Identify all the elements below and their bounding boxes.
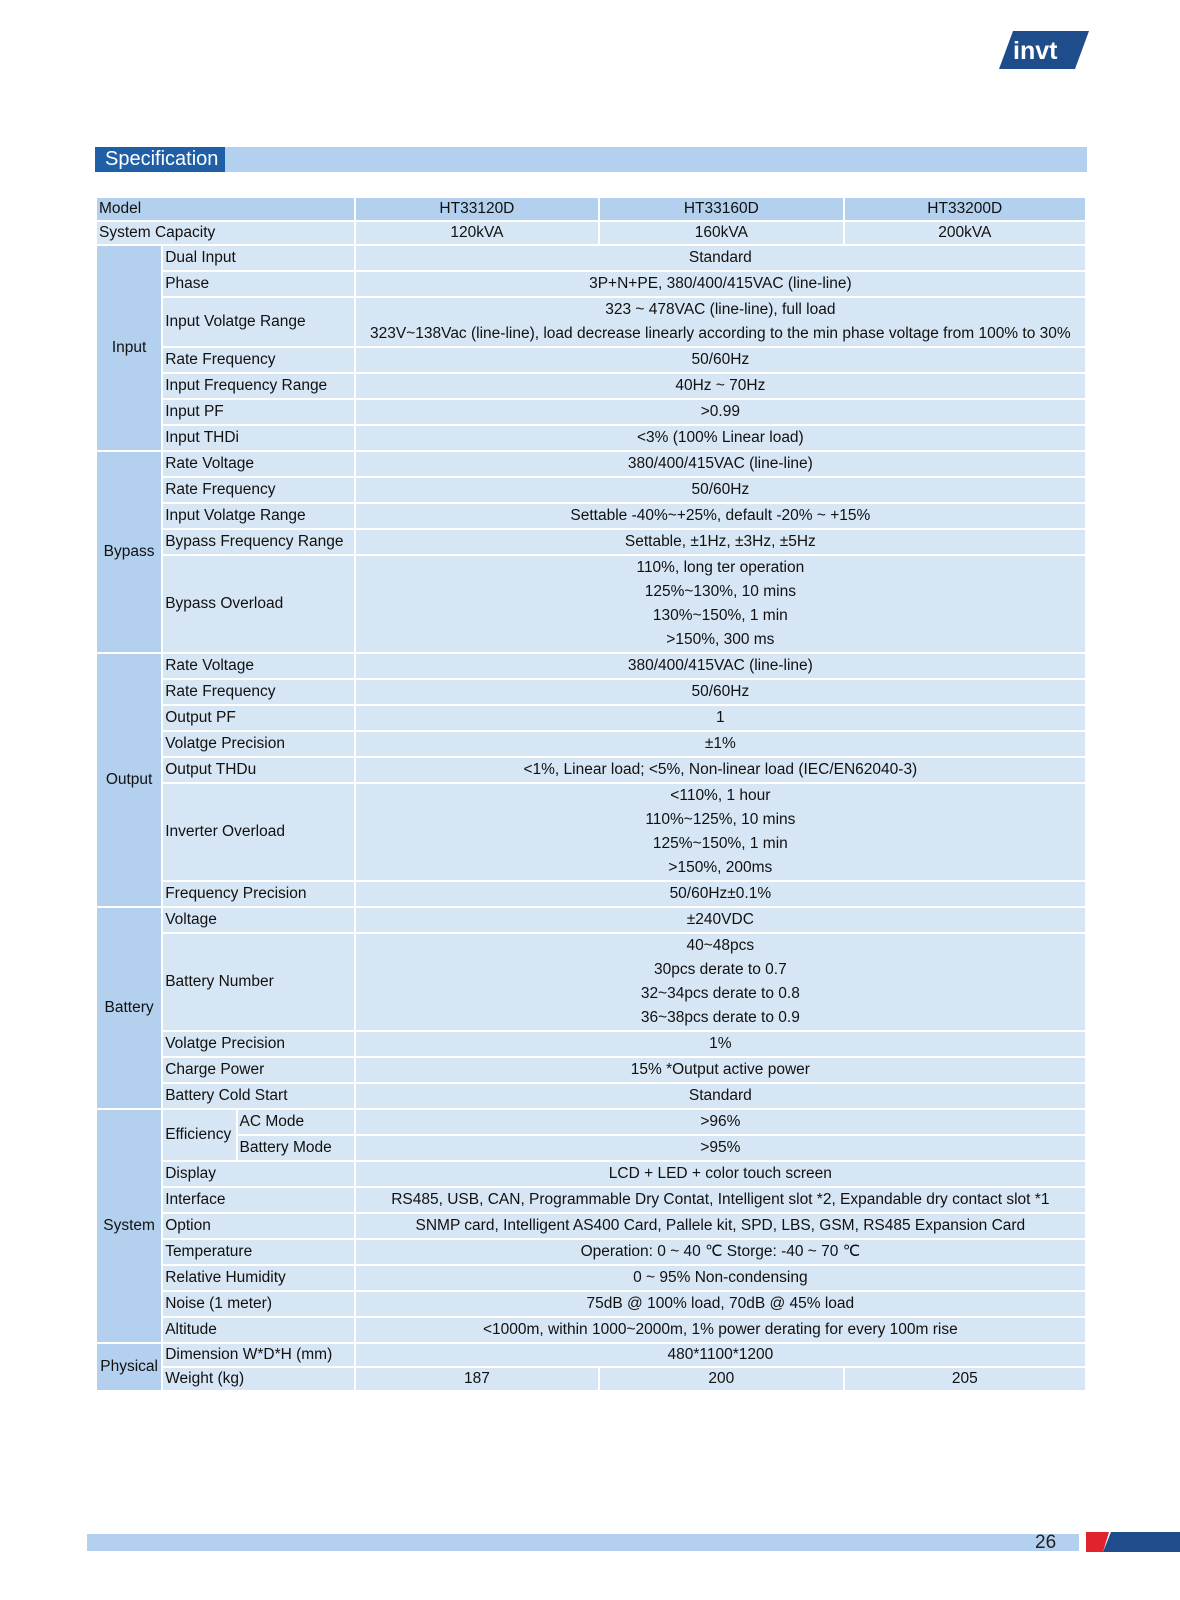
spec-value-line: LCD + LED + color touch screen xyxy=(608,1165,832,1182)
model-label: Model xyxy=(96,197,355,221)
spec-label: Noise (1 meter) xyxy=(162,1291,355,1317)
spec-value xyxy=(355,373,1086,399)
spec-value-line: 0 ~ 95% Non-condensing xyxy=(633,1269,808,1286)
spec-value-line: 323 ~ 478VAC (line-line), full load xyxy=(605,301,836,318)
spec-label: Output PF xyxy=(162,705,355,731)
spec-value xyxy=(355,1265,1086,1291)
spec-value xyxy=(355,1161,1086,1187)
section-title: Specification xyxy=(95,147,225,172)
efficiency-mode-label: AC Mode xyxy=(237,1109,355,1135)
table-row xyxy=(96,1109,1086,1135)
spec-value-line: <1%, Linear load; <5%, Non-linear load (IEC/EN62040-3) xyxy=(523,761,918,778)
spec-value-line: 110%~125%, 10 mins xyxy=(645,811,796,828)
weight-value: 187 xyxy=(355,1367,599,1391)
spec-value xyxy=(355,529,1086,555)
spec-value xyxy=(355,1187,1086,1213)
spec-label: Input Volatge Range xyxy=(162,503,355,529)
table-row xyxy=(96,503,1086,529)
spec-value-line: <3% (100% Linear load) xyxy=(636,429,804,446)
spec-value xyxy=(355,555,1086,653)
spec-label: Rate Voltage xyxy=(162,451,355,477)
specification-table xyxy=(95,196,1087,1392)
spec-value xyxy=(355,907,1086,933)
spec-label: Bypass Frequency Range xyxy=(162,529,355,555)
spec-value-line: 323V~138Vac (line-line), load decrease linearly according to the min phase voltage from 100% to 30% xyxy=(370,325,1071,342)
spec-label: Option xyxy=(162,1213,355,1239)
spec-value xyxy=(355,503,1086,529)
spec-value xyxy=(355,1239,1086,1265)
spec-value-line: 130%~150%, 1 min xyxy=(652,607,788,624)
logo-text: invt xyxy=(1013,37,1058,65)
capacity-value: 200kVA xyxy=(844,221,1086,245)
spec-label: Rate Frequency xyxy=(162,347,355,373)
spec-label: Charge Power xyxy=(162,1057,355,1083)
spec-value-line: RS485, USB, CAN, Programmable Dry Contat, Intelligent slot *2, Expandable dry contact slot *1 xyxy=(391,1191,1050,1208)
model-name: HT33200D xyxy=(844,197,1086,221)
spec-value-line: 40~48pcs xyxy=(686,937,755,954)
table-row xyxy=(96,731,1086,757)
model-name: HT33160D xyxy=(599,197,843,221)
table-row xyxy=(96,1265,1086,1291)
capacity-value: 160kVA xyxy=(599,221,843,245)
spec-value-line: Operation: 0 ~ 40 ℃ Storge: -40 ~ 70 ℃ xyxy=(580,1243,861,1260)
spec-value-line: 3P+N+PE, 380/400/415VAC (line-line) xyxy=(589,275,852,292)
table-row xyxy=(96,1343,1086,1367)
category-input: Input xyxy=(96,245,162,451)
spec-value xyxy=(355,347,1086,373)
spec-value xyxy=(355,1317,1086,1343)
spec-value xyxy=(355,1083,1086,1109)
capacity-label: System Capacity xyxy=(96,221,355,245)
category-battery: Battery xyxy=(96,907,162,1109)
table-row xyxy=(96,1317,1086,1343)
spec-value-line: 50/60Hz xyxy=(691,683,750,700)
spec-value-line: 50/60Hz±0.1% xyxy=(669,885,772,902)
spec-value-line: 32~34pcs derate to 0.8 xyxy=(640,985,800,1002)
spec-value-line: 15% *Output active power xyxy=(630,1061,810,1078)
spec-value-line: >0.99 xyxy=(700,403,740,420)
spec-label: Voltage xyxy=(162,907,355,933)
spec-value-line: >150%, 200ms xyxy=(668,859,773,876)
efficiency-label: Efficiency xyxy=(162,1109,236,1161)
footer-blue-accent xyxy=(1103,1532,1180,1552)
spec-label: Bypass Overload xyxy=(162,555,355,653)
spec-value-line: 125%~130%, 10 mins xyxy=(644,583,796,600)
spec-value-line: >95% xyxy=(700,1139,741,1156)
spec-label: Dual Input xyxy=(162,245,355,271)
spec-value xyxy=(355,1135,1086,1161)
table-row xyxy=(96,221,1086,245)
spec-label: Relative Humidity xyxy=(162,1265,355,1291)
table-row xyxy=(96,783,1086,881)
spec-label: Rate Frequency xyxy=(162,477,355,503)
spec-label: Battery Cold Start xyxy=(162,1083,355,1109)
weight-value: 205 xyxy=(844,1367,1086,1391)
page-number: 26 xyxy=(1035,1532,1057,1553)
spec-value-line: 380/400/415VAC (line-line) xyxy=(627,455,813,472)
spec-value xyxy=(355,881,1086,907)
table-row xyxy=(96,907,1086,933)
spec-label: Input Frequency Range xyxy=(162,373,355,399)
spec-value-line: Standard xyxy=(688,249,752,266)
spec-value-line: SNMP card, Intelligent AS400 Card, Pallele kit, SPD, LBS, GSM, RS485 Expansion Card xyxy=(415,1217,1026,1234)
spec-value xyxy=(355,477,1086,503)
spec-value xyxy=(355,1213,1086,1239)
spec-value-line: <110%, 1 hour xyxy=(670,787,771,804)
table-row xyxy=(96,297,1086,347)
table-row xyxy=(96,1187,1086,1213)
spec-value-line: <1000m, within 1000~2000m, 1% power derating for every 100m rise xyxy=(482,1321,958,1338)
table-row xyxy=(96,679,1086,705)
capacity-value: 120kVA xyxy=(355,221,599,245)
table-row xyxy=(96,757,1086,783)
section-header-bar xyxy=(95,147,1087,172)
spec-value xyxy=(355,653,1086,679)
spec-value-line: Settable, ±1Hz, ±3Hz, ±5Hz xyxy=(624,533,816,550)
table-row xyxy=(96,425,1086,451)
spec-value xyxy=(355,451,1086,477)
category-physical: Physical xyxy=(96,1343,162,1391)
dimension-value: 480*1100*1200 xyxy=(355,1343,1086,1367)
spec-label: Phase xyxy=(162,271,355,297)
table-row xyxy=(96,347,1086,373)
table-row xyxy=(96,1291,1086,1317)
spec-label: Temperature xyxy=(162,1239,355,1265)
spec-label: Rate Voltage xyxy=(162,653,355,679)
spec-label: Frequency Precision xyxy=(162,881,355,907)
spec-value-line: 380/400/415VAC (line-line) xyxy=(627,657,813,674)
spec-value-line: 125%~150%, 1 min xyxy=(652,835,788,852)
spec-value-line: >96% xyxy=(700,1113,741,1130)
spec-value-line: ±240VDC xyxy=(686,911,754,928)
spec-label: Rate Frequency xyxy=(162,679,355,705)
spec-value xyxy=(355,271,1086,297)
spec-value xyxy=(355,757,1086,783)
dimension-label: Dimension W*D*H (mm) xyxy=(162,1343,355,1367)
spec-value-line: 110%, long ter operation xyxy=(636,559,805,576)
table-row xyxy=(96,1057,1086,1083)
table-row xyxy=(96,881,1086,907)
table-row xyxy=(96,529,1086,555)
table-row xyxy=(96,245,1086,271)
spec-value-line: 1% xyxy=(709,1035,732,1052)
spec-value-line: >150%, 300 ms xyxy=(666,631,775,648)
spec-value xyxy=(355,705,1086,731)
table-row xyxy=(96,933,1086,1031)
spec-value xyxy=(355,1031,1086,1057)
spec-value-line: ±1% xyxy=(704,735,736,752)
spec-value xyxy=(355,783,1086,881)
category-bypass: Bypass xyxy=(96,451,162,653)
spec-value-line: 50/60Hz xyxy=(691,351,750,368)
table-row xyxy=(96,197,1086,221)
spec-label: Volatge Precision xyxy=(162,731,355,757)
spec-label: Interface xyxy=(162,1187,355,1213)
spec-value-line: 36~38pcs derate to 0.9 xyxy=(640,1009,800,1026)
spec-value xyxy=(355,731,1086,757)
spec-value xyxy=(355,1291,1086,1317)
table-row xyxy=(96,373,1086,399)
table-row xyxy=(96,1135,1086,1161)
table-row xyxy=(96,1161,1086,1187)
spec-label: Input THDi xyxy=(162,425,355,451)
weight-value: 200 xyxy=(599,1367,843,1391)
category-system: System xyxy=(96,1109,162,1343)
spec-label: Volatge Precision xyxy=(162,1031,355,1057)
spec-label: Input Volatge Range xyxy=(162,297,355,347)
table-row xyxy=(96,705,1086,731)
spec-value xyxy=(355,933,1086,1031)
spec-value-line: 75dB @ 100% load, 70dB @ 45% load xyxy=(586,1295,855,1312)
spec-value-line: Settable -40%~+25%, default -20% ~ +15% xyxy=(570,507,871,524)
spec-value-line: Standard xyxy=(688,1087,752,1104)
spec-value xyxy=(355,297,1086,347)
spec-value xyxy=(355,425,1086,451)
table-row xyxy=(96,271,1086,297)
spec-value xyxy=(355,399,1086,425)
table-row xyxy=(96,399,1086,425)
table-row xyxy=(96,1031,1086,1057)
spec-value xyxy=(355,1109,1086,1135)
spec-value-line: 50/60Hz xyxy=(691,481,750,498)
spec-value-line: 40Hz ~ 70Hz xyxy=(675,377,766,394)
category-output: Output xyxy=(96,653,162,907)
spec-label: Input PF xyxy=(162,399,355,425)
model-name: HT33120D xyxy=(355,197,599,221)
spec-value xyxy=(355,679,1086,705)
spec-value-line: 30pcs derate to 0.7 xyxy=(653,961,787,978)
weight-label: Weight (kg) xyxy=(162,1367,355,1391)
spec-value xyxy=(355,245,1086,271)
spec-label: Output THDu xyxy=(162,757,355,783)
spec-value-line: 1 xyxy=(716,709,725,726)
table-row xyxy=(96,1083,1086,1109)
spec-label: Battery Number xyxy=(162,933,355,1031)
spec-label: Display xyxy=(162,1161,355,1187)
footer-bar xyxy=(87,1534,1079,1551)
invt-logo xyxy=(999,31,1089,69)
spec-value xyxy=(355,1057,1086,1083)
efficiency-mode-label: Battery Mode xyxy=(237,1135,355,1161)
table-row xyxy=(96,1239,1086,1265)
table-row xyxy=(96,1367,1086,1391)
table-row xyxy=(96,653,1086,679)
table-row xyxy=(96,451,1086,477)
table-row xyxy=(96,555,1086,653)
spec-label: Altitude xyxy=(162,1317,355,1343)
table-row xyxy=(96,1213,1086,1239)
table-row xyxy=(96,477,1086,503)
spec-label: Inverter Overload xyxy=(162,783,355,881)
